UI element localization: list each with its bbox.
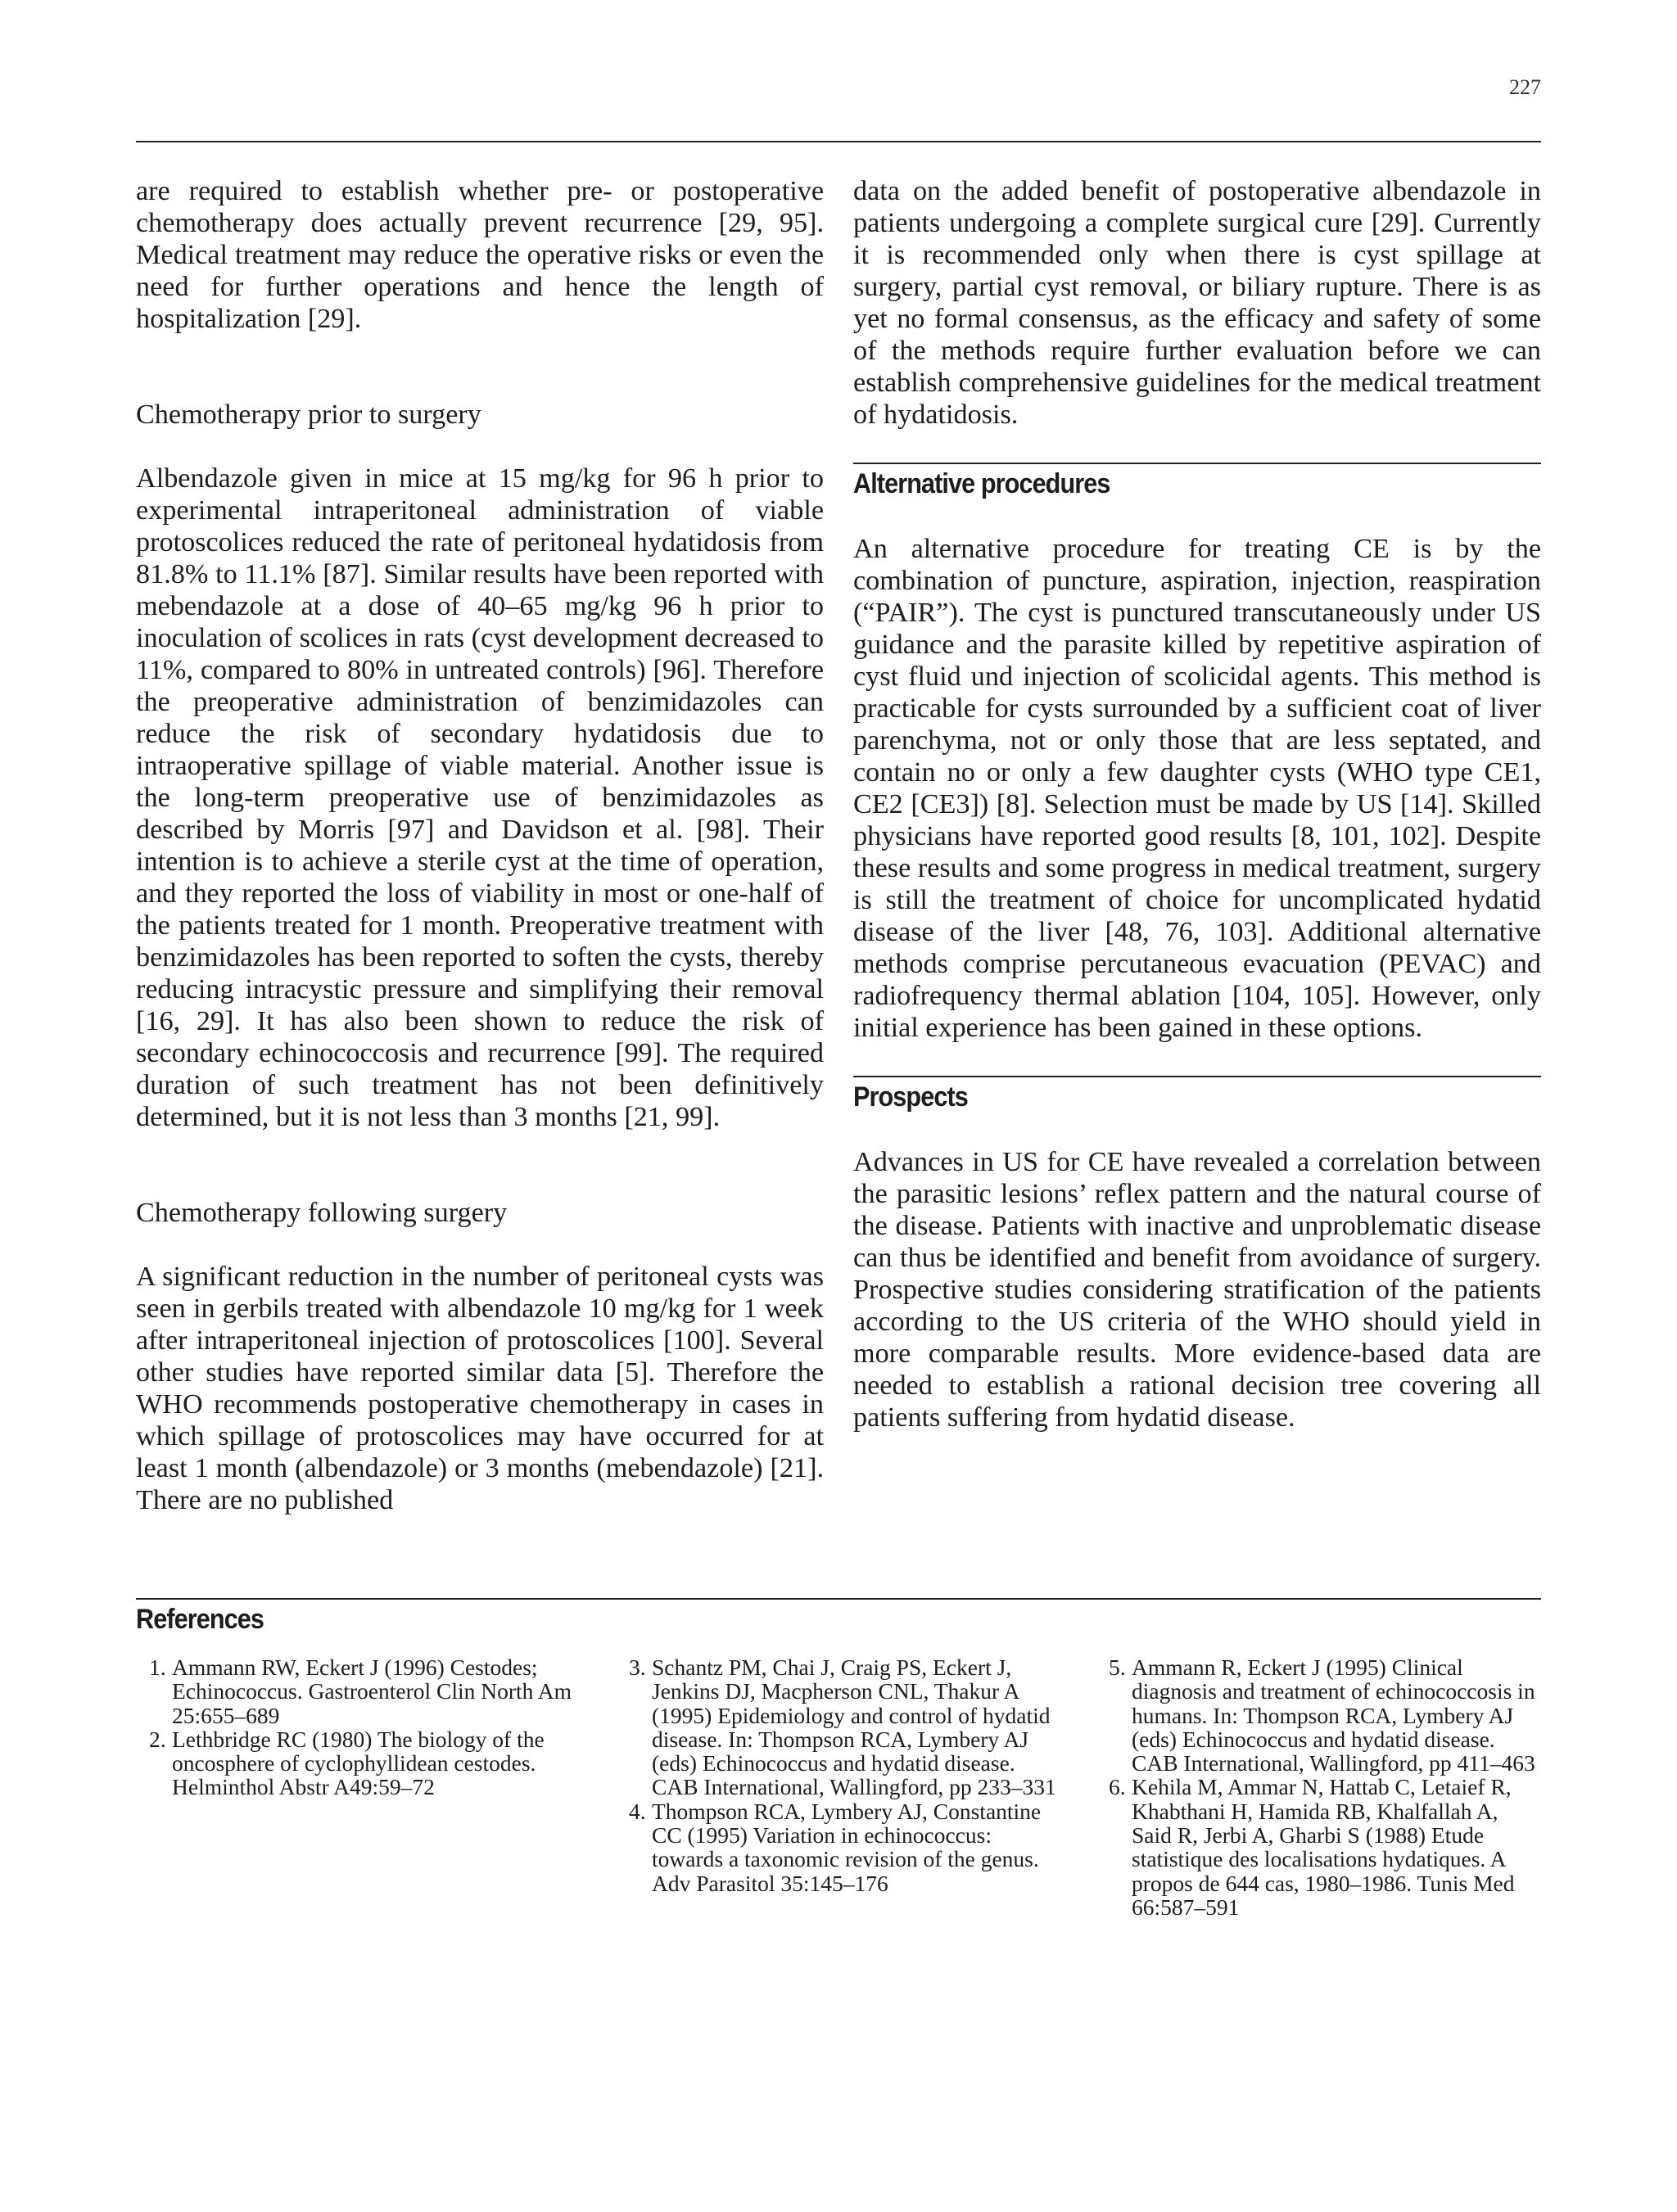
reference-text: Thompson RCA, Lymbery AJ, Constantine CC (1995) Variation in echinococcus: towards a taxonomic revision of the genus. Adv Parasitol 35:145–176 — [652, 1798, 1042, 1896]
left-column — [136, 175, 824, 1516]
paragraph-following-surgery: A significant reduction in the number of peritoneal cysts was seen in gerbils treated with albendazole 10 mg/kg for 1 week after intraperitoneal injection of protoscolices [100]. Several other studies have reported similar data [5]. Therefore the WHO recommends postoperative chemotherapy in cases in which spillage of protoscolices may have occurred for at least 1 month (albendazole) or 3 months (mebendazole) [21]. There are no published — [136, 1262, 824, 1515]
intro-paragraph: are required to establish whether pre- or postoperative chemotherapy does actually prevent recurrence [29, 95]. Medical treatment may reduce the operative risks or even the need for further operations and hence the length of hospitalization [29]. — [136, 176, 824, 334]
subsection-title-prior-surgery: Chemotherapy prior to surgery — [136, 400, 481, 430]
section-title-alternative-procedures: Alternative procedures — [853, 468, 1110, 499]
reference-item — [616, 1655, 1058, 1799]
paragraph-prior-surgery: Albendazole given in mice at 15 mg/kg for 96 h prior to experimental intraperitoneal administration of viable protoscolices reduced the rate of peritoneal hydatidosis from 81.8% to 11.1% [87]. Similar results have been reported with mebendazole at a dose of 40–65 mg/kg 96 h prior to inoculation of scolices in rats (cyst development decreased to 11%, compared to 80% in untreated controls) [96]. Therefore the preoperative administration of benzimidazoles can reduce the risk of secondary hydatidosis due to intraoperative spillage of viable material. Another issue is the long-term preoperative use of benzimidazoles as described by Morris [97] and Davidson et al. [98]. Their intention is to achieve a sterile cyst at the time of operation, and they reported the loss of viability in most or one-half of the patients treated for 1 month. Preoperative treatment with benzimidazoles has been reported to soften the cysts, thereby reducing intracystic pressure and simplifying their removal [16, 29]. It has also been shown to reduce the risk of secondary echinococcosis and recurrence [99]. The required duration of such treatment has not been definitively determined, but it is not less than 3 months [21, 99]. — [136, 463, 824, 1132]
references-column-3 — [1096, 1655, 1538, 1919]
right-column — [853, 175, 1541, 1433]
paragraph-alternative-procedures: An alternative procedure for treating CE is by the combination of puncture, aspiration, injection, reaspiration (“PAIR”). The cyst is punctured transcutaneously under US guidance and the parasite killed by repetitive aspiration of cyst fluid und injection of scolicidal agents. This method is practicable for cysts surrounded by a sufficient coat of liver parenchyma, not or only those that are less septated, and contain no or only a few daughter cysts (WHO type CE1, CE2 [CE3]) [8]. Selection must be made by US [14]. Skilled physicians have reported good results [8, 101, 102]. Despite these results and some progress in medical treatment, surgery is still the treatment of choice for uncomplicated hydatid disease of the liver [48, 76, 103]. Additional alternative methods comprise percutaneous evacuation (PEVAC) and radiofrequency thermal ablation [104, 105]. However, only initial experience has been gained in these options. — [853, 534, 1541, 1043]
reference-text: Schantz PM, Chai J, Craig PS, Eckert J, Jenkins DJ, Macpherson CNL, Thakur A (1995) Epidemiology and control of hydatid disease. In: Thompson RCA, Lymbery AJ (eds) Echinococcus and hydatid disease. CAB International, Wallingford, pp 233–331 — [652, 1654, 1056, 1800]
page-number: 227 — [1509, 75, 1541, 99]
spacer — [853, 501, 1541, 533]
reference-item — [616, 1799, 1058, 1895]
reference-text: Kehila M, Ammar N, Hattab C, Letaief R, Khabthani H, Hamida RB, Khalfallah A, Said R, Jerbi A, Gharbi S (1988) Etude statistique des localisations hydatiques. A propos de 644 cas, 1980–1986. Tunis Med 66:587–591 — [1132, 1774, 1515, 1920]
references-title: References — [136, 1604, 264, 1635]
reference-number: 2. — [149, 1726, 166, 1752]
reference-number: 4. — [629, 1798, 646, 1824]
spacer — [136, 335, 824, 399]
reference-item — [1096, 1775, 1538, 1919]
references-column-1 — [136, 1655, 578, 1799]
header-rule — [136, 141, 1541, 142]
reference-number: 6. — [1109, 1774, 1126, 1800]
spacer — [136, 431, 824, 463]
references-column-2 — [616, 1655, 1058, 1895]
spacer — [853, 1044, 1541, 1076]
section-title-prospects: Prospects — [853, 1081, 968, 1113]
reference-number: 3. — [629, 1654, 646, 1680]
reference-text: Ammann RW, Eckert J (1996) Cestodes; Echinococcus. Gastroenterol Clin North Am 25:655–689 — [172, 1654, 572, 1728]
reference-text: Lethbridge RC (1980) The biology of the oncosphere of cyclophyllidean cestodes. Helminthol Abstr A49:59–72 — [172, 1726, 545, 1800]
paragraph-prospects: Advances in US for CE have revealed a correlation between the parasitic lesions’ reflex pattern and the natural course of the disease. Patients with inactive and unproblematic disease can thus be identified and benefit from avoidance of surgery. Prospective studies considering stratification of the patients according to the US criteria of the WHO should yield in more comparable results. More evidence-based data are needed to establish a rational decision tree covering all patients suffering from hydatid disease. — [853, 1147, 1541, 1433]
spacer — [853, 431, 1541, 463]
reference-number: 5. — [1109, 1654, 1126, 1680]
spacer — [136, 1133, 824, 1197]
spacer — [136, 1229, 824, 1261]
continuation-paragraph: data on the added benefit of postoperative albendazole in patients undergoing a complete surgical cure [29]. Currently it is recommended only when there is cyst spillage at surgery, partial cyst removal, or biliary rupture. There is as yet no formal consensus, as the efficacy and safety of some of the methods require further evaluation before we can establish comprehensive guidelines for the medical treatment of hydatidosis. — [853, 176, 1541, 430]
reference-number: 1. — [149, 1654, 166, 1680]
reference-item — [136, 1655, 578, 1727]
spacer — [853, 1114, 1541, 1146]
reference-item — [136, 1727, 578, 1799]
subsection-title-following-surgery: Chemotherapy following surgery — [136, 1198, 508, 1228]
reference-text: Ammann R, Eckert J (1995) Clinical diagnosis and treatment of echinococcosis in humans. In: Thompson RCA, Lymbery AJ (eds) Echinococcus and hydatid disease. CAB International, Wallingford, pp 411–463 — [1132, 1654, 1535, 1776]
reference-item — [1096, 1655, 1538, 1775]
references-rule — [136, 1598, 1541, 1600]
